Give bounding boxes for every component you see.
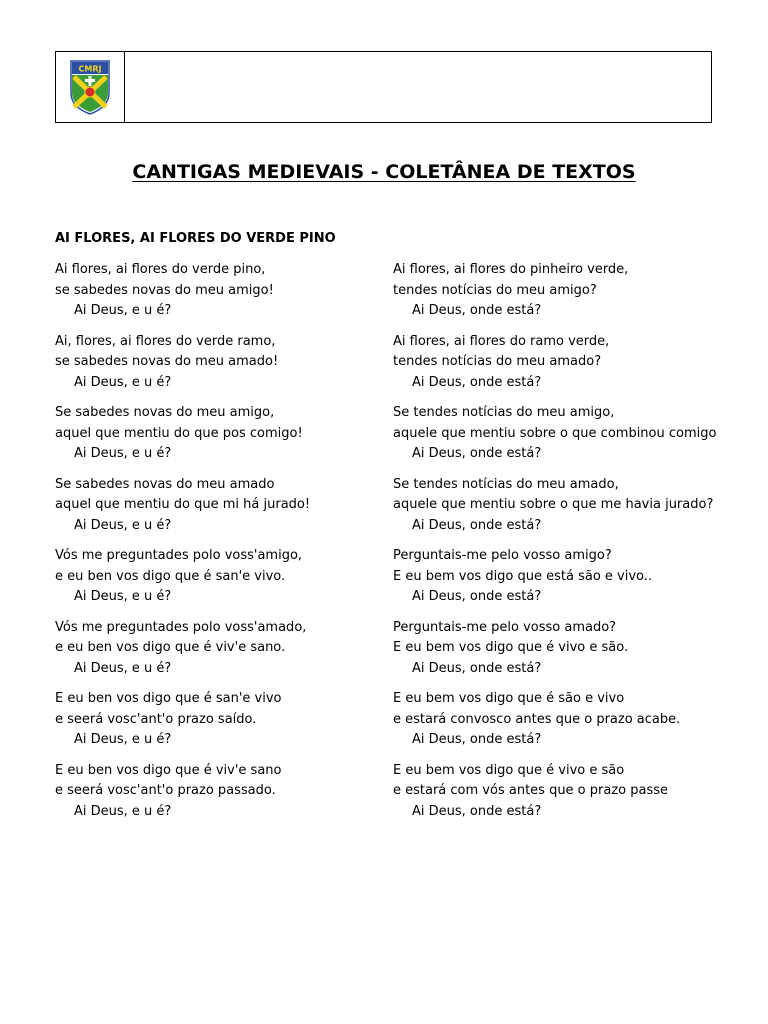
verse-line: e estará com vós antes que o prazo passe: [393, 783, 669, 798]
stanza: [55, 475, 375, 537]
verse-line: Vós me preguntades polo voss'amigo,: [55, 548, 303, 563]
verse-line: aquele que mentiu sobre o que me havia jurado?: [393, 497, 714, 512]
verse-line: e estará convosco antes que o prazo acabe.: [393, 711, 681, 727]
refrain-line: Ai Deus, e u é?: [74, 732, 172, 747]
verse-line: Se sabedes novas do meu amado: [55, 476, 275, 492]
stanza: [393, 475, 723, 537]
verse-line: Se tendes notícias do meu amigo,: [393, 405, 615, 420]
refrain-line: Ai Deus, e u é?: [74, 446, 172, 461]
verse-line: E eu ben vos digo que é viv'e sano: [55, 762, 282, 778]
verse-line: E eu bem vos digo que está são e vivo..: [393, 568, 653, 584]
stanza: [393, 689, 723, 751]
refrain-line: Ai Deus, e u é?: [74, 589, 172, 604]
verse-line: Ai flores, ai flores do verde pino,: [55, 262, 266, 277]
refrain-line: Ai Deus, e u é?: [74, 517, 172, 533]
school-crest-logo: [69, 59, 111, 115]
verse-line: Se tendes notícias do meu amado,: [393, 476, 619, 492]
header-table: [55, 51, 712, 123]
verse-line: Vós me preguntades polo voss'amado,: [55, 619, 307, 635]
stanza: [55, 260, 375, 322]
verse-line: e seerá vosc'ant'o prazo passado.: [55, 783, 276, 798]
refrain-line: Ai Deus, e u é?: [74, 374, 172, 390]
stanza: [55, 618, 375, 680]
verse-line: aquel que mentiu do que mi há jurado!: [55, 497, 311, 512]
verse-line: E eu bem vos digo que é são e vivo: [393, 691, 625, 706]
verse-line: Ai flores, ai flores do pinheiro verde,: [393, 262, 629, 277]
verse-line: se sabedes novas do meu amado!: [55, 354, 279, 369]
stanza: [55, 546, 375, 608]
stanza: [55, 689, 375, 751]
verse-line: Se sabedes novas do meu amigo,: [55, 405, 275, 420]
stanza: [393, 260, 723, 322]
verse-line: E eu bem vos digo que é vivo e são: [393, 762, 625, 778]
stanza: [393, 761, 723, 823]
refrain-line: Ai Deus, onde está?: [412, 374, 542, 390]
verse-line: Ai flores, ai flores do ramo verde,: [393, 333, 610, 349]
refrain-line: Ai Deus, onde está?: [412, 517, 542, 533]
refrain-line: Ai Deus, onde está?: [412, 303, 542, 318]
verse-line: tendes notícias do meu amigo?: [393, 282, 597, 298]
stanza: [393, 403, 723, 465]
refrain-line: Ai Deus, e u é?: [74, 303, 172, 318]
verse-line: Perguntais-me pelo vosso amado?: [393, 619, 617, 635]
refrain-line: Ai Deus, onde está?: [412, 446, 542, 461]
refrain-line: Ai Deus, onde está?: [412, 589, 542, 604]
verse-line: Ai, flores, ai flores do verde ramo,: [55, 333, 276, 349]
verse-line: e seerá vosc'ant'o prazo saído.: [55, 711, 257, 727]
stanza: [393, 332, 723, 394]
stanza: [55, 761, 375, 823]
verse-line: E eu ben vos digo que é san'e vivo: [55, 691, 282, 706]
verse-line: tendes notícias do meu amado?: [393, 354, 602, 369]
refrain-line: Ai Deus, e u é?: [74, 803, 172, 819]
verse-line: aquel que mentiu do que pos comigo!: [55, 425, 303, 441]
verse-line: E eu bem vos digo que é vivo e são.: [393, 640, 629, 655]
refrain-line: Ai Deus, e u é?: [74, 660, 172, 676]
logo-lettering: CMRJ: [78, 64, 102, 74]
verse-line: Perguntais-me pelo vosso amigo?: [393, 548, 612, 563]
logo-cell: [56, 52, 125, 122]
stanza: [55, 403, 375, 465]
stanza: [393, 546, 723, 608]
document-title: CANTIGAS MEDIEVAIS - COLETÂNEA DE TEXTOS: [132, 161, 636, 183]
refrain-line: Ai Deus, onde está?: [412, 732, 542, 747]
stanza: [55, 332, 375, 394]
verse-line: e eu ben vos digo que é viv'e sano.: [55, 640, 286, 655]
verse-line: aquele que mentiu sobre o que combinou comigo: [393, 425, 717, 441]
original-text-column: [55, 260, 375, 832]
refrain-line: Ai Deus, onde está?: [412, 803, 542, 819]
verse-line: se sabedes novas do meu amigo!: [55, 282, 274, 298]
verse-line: e eu ben vos digo que é san'e vivo.: [55, 568, 286, 584]
poem-heading: AI FLORES, AI FLORES DO VERDE PINO: [55, 231, 336, 246]
translation-column: [393, 260, 723, 832]
refrain-line: Ai Deus, onde está?: [412, 660, 542, 676]
stanza: [393, 618, 723, 680]
